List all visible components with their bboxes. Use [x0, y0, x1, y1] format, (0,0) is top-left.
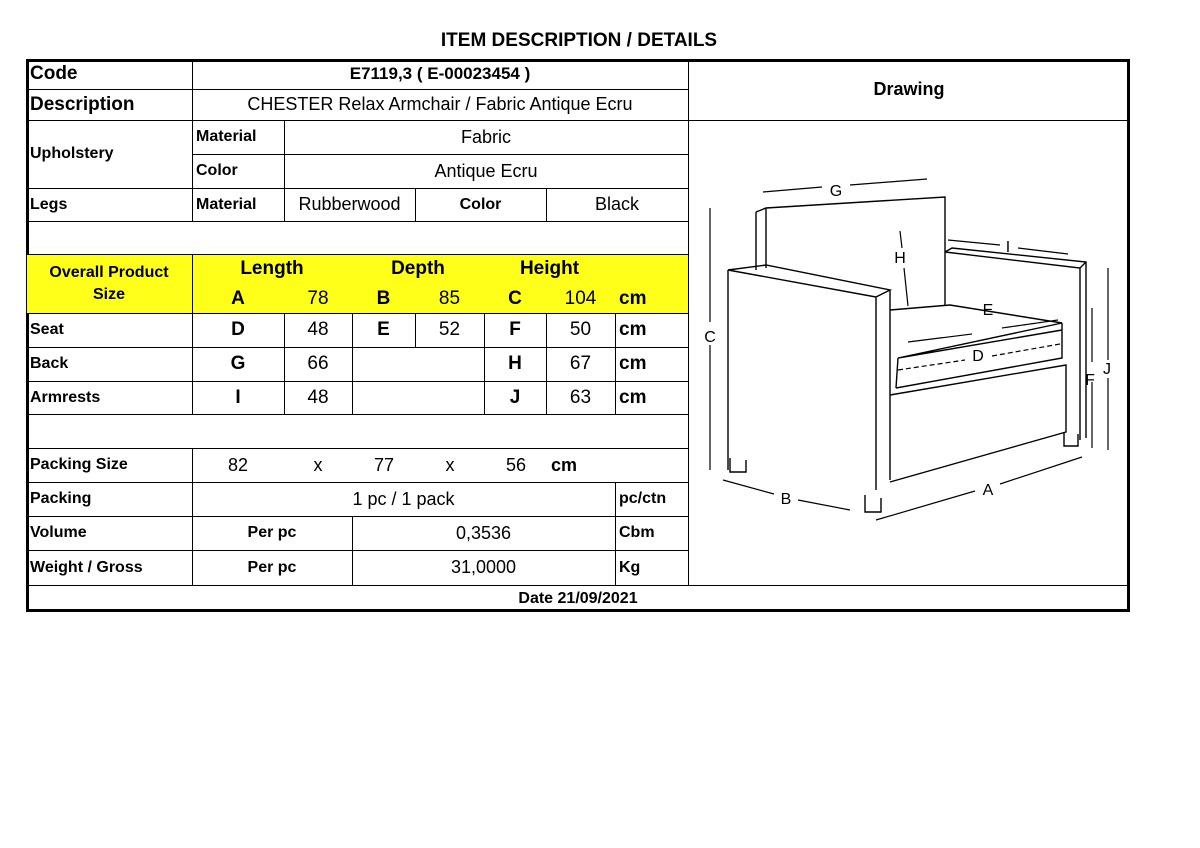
packing-length: 82	[227, 454, 249, 475]
weight-per-label: Per pc	[247, 558, 297, 576]
volume-per-label: Per pc	[247, 524, 297, 541]
seat-unit: cm	[619, 319, 647, 340]
overall-size-label	[26, 254, 192, 313]
packing-size-label: Packing Size	[30, 456, 128, 473]
base-outline	[890, 365, 1066, 482]
volume-label: Volume	[30, 524, 87, 541]
document-title: ITEM DESCRIPTION / DETAILS	[440, 30, 718, 51]
dim-h-letter: H	[508, 353, 522, 374]
dim-i-letter: I	[235, 386, 241, 408]
seat-outline	[890, 305, 1062, 388]
dim-f-letter: F	[509, 319, 521, 340]
dim-g-value: 66	[307, 353, 329, 374]
height-header: Height	[519, 258, 580, 279]
volume-value: 0,3536	[455, 522, 512, 543]
left-arm-outline	[728, 265, 890, 490]
back-label: Back	[30, 355, 69, 372]
dim-a-letter: A	[231, 287, 245, 309]
dim-g-letter: G	[230, 353, 246, 374]
packing-x1: x	[313, 454, 323, 475]
dim-e-letter: E	[377, 319, 390, 340]
upholstery-color-label: Color	[196, 162, 238, 179]
description-label: Description	[30, 93, 135, 115]
dim-j-letter: J	[509, 386, 521, 408]
weight-value: 31,0000	[450, 557, 517, 577]
packing-unit: pc/ctn	[619, 490, 667, 507]
dim-c-value: 104	[564, 287, 597, 309]
drawing-letter-d: D	[972, 348, 984, 365]
seat-label: Seat	[30, 321, 64, 338]
drawing-letter-b: B	[780, 491, 792, 508]
armrests-label: Armrests	[30, 388, 101, 406]
description-value: CHESTER Relax Armchair / Fabric Antique Ecru	[247, 94, 633, 114]
weight-label: Weight / Gross	[30, 558, 143, 576]
upholstery-material-label: Material	[196, 128, 257, 145]
depth-header: Depth	[391, 258, 445, 279]
packing-label: Packing	[30, 490, 92, 507]
dim-c-letter: C	[508, 287, 522, 309]
dim-b-value: 85	[438, 287, 461, 309]
legs-label: Legs	[30, 195, 68, 213]
upholstery-material-value: Fabric	[460, 126, 511, 147]
packing-height: 56	[505, 454, 527, 475]
dim-j-value: 63	[569, 386, 592, 408]
drawing-letter-g: G	[829, 183, 843, 200]
drawing-letter-j: J	[1103, 361, 1111, 378]
legs-color-label: Color	[459, 195, 502, 213]
drawing-letter-h: H	[894, 250, 906, 267]
drawing-letter-i: I	[1005, 239, 1011, 256]
overall-unit: cm	[619, 287, 647, 309]
dim-f-value: 50	[569, 319, 592, 340]
packing-value: 1 pc / 1 pack	[352, 488, 455, 509]
packing-width: 77	[373, 454, 395, 475]
armrests-unit: cm	[619, 386, 647, 408]
dim-d-value: 48	[307, 319, 329, 340]
back-unit: cm	[619, 353, 647, 374]
volume-unit: Cbm	[619, 524, 655, 541]
dim-a-value: 78	[307, 287, 329, 309]
dim-e-value: 52	[438, 319, 461, 340]
legs-color-value: Black	[594, 194, 639, 214]
legs-material-label: Material	[196, 195, 257, 213]
overall-size-label-line1: Overall Product	[49, 263, 169, 281]
drawing-letter-f: F	[1085, 372, 1095, 389]
armchair-drawing	[690, 120, 1130, 585]
code-label: Code	[30, 63, 78, 84]
dim-i-value: 48	[307, 386, 329, 408]
legs-material-value: Rubberwood	[298, 194, 401, 214]
backrest-outline	[756, 197, 945, 305]
document-date: Date 21/09/2021	[518, 589, 638, 607]
length-header: Length	[240, 258, 304, 279]
packing-x2: x	[445, 454, 455, 475]
weight-unit: Kg	[619, 558, 641, 576]
drawing-header: Drawing	[873, 79, 945, 99]
code-value: E7119,3 ( E-00023454 )	[349, 64, 531, 83]
drawing-letter-c: C	[704, 329, 716, 346]
drawing-letter-e: E	[982, 302, 994, 319]
dim-d-letter: D	[231, 319, 245, 340]
dim-b-letter: B	[376, 287, 391, 309]
drawing-letter-a: A	[982, 482, 994, 499]
dim-h-value: 67	[569, 353, 592, 374]
packing-size-unit: cm	[550, 454, 577, 475]
upholstery-color-value: Antique Ecru	[434, 160, 538, 181]
upholstery-label: Upholstery	[30, 145, 114, 162]
dimension-lines	[710, 179, 1108, 520]
overall-size-label-line2: Size	[92, 285, 125, 303]
